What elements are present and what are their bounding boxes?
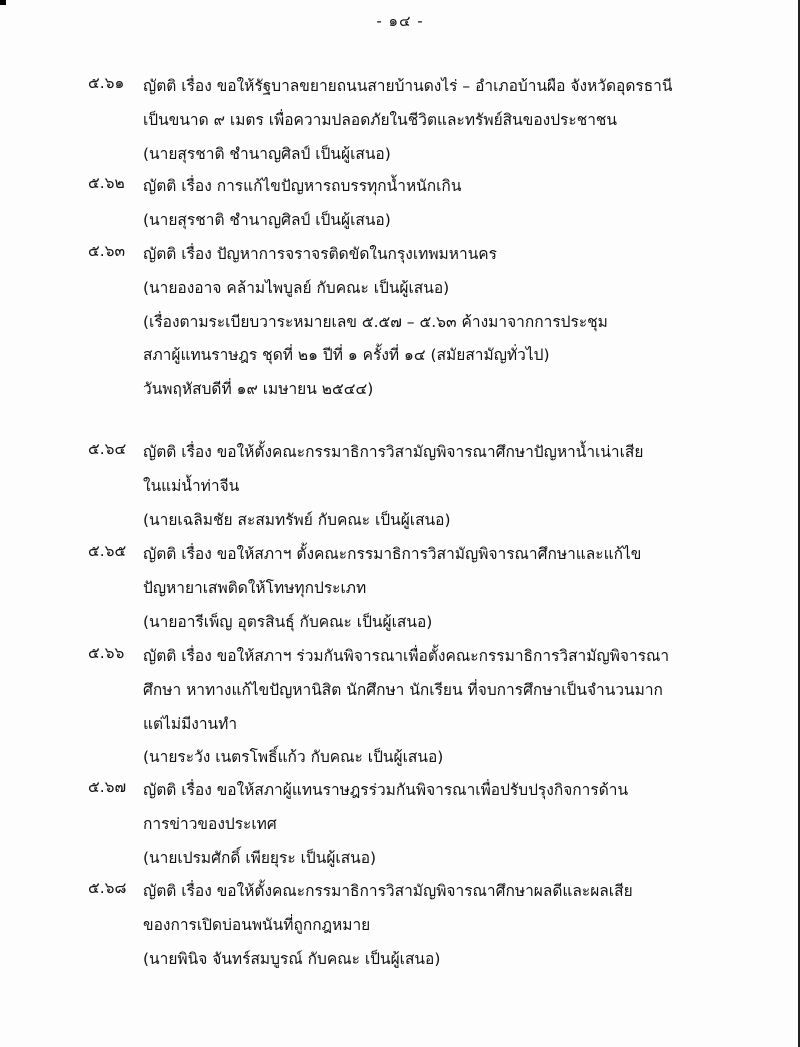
item-number: ๕.๖๗ (88, 778, 127, 796)
item-proposer: (นายเฉลิมชัย สะสมทรัพย์ กับคณะ เป็นผู้เสนอ) (143, 510, 451, 529)
item-number: ๕.๖๕ (88, 542, 127, 560)
agenda-item-5-65 (88, 538, 700, 639)
item-line: ญัตติ เรื่อง ขอให้รัฐบาลขยายถนนสายบ้านดงไร่ – อำเภอบ้านผือ จังหวัดอุดรธานี (143, 77, 673, 95)
item-line: ญัตติ เรื่อง ขอให้สภาผู้แทนราษฎรร่วมกันพิจารณาเพื่อปรับปรุงกิจการด้าน (143, 781, 629, 799)
item-line: ญัตติ เรื่อง ขอให้ตั้งคณะกรรมาธิการวิสามัญพิจารณาศึกษาผลดีและผลเสีย (143, 882, 633, 900)
item-proposer: (นายพินิจ จันทร์สมบูรณ์ กับคณะ เป็นผู้เสนอ) (143, 949, 441, 968)
item-line: ญัตติ เรื่อง ปัญหาการจราจรติดขัดในกรุงเทพมหานคร (143, 245, 497, 263)
item-proposer: (นายองอาจ คล้ามไพบูลย์ กับคณะ เป็นผู้เสนอ) (143, 278, 450, 297)
item-line: ญัตติ เรื่อง การแก้ไขปัญหารถบรรทุกน้ำหนักเกิน (143, 177, 462, 195)
item-proposer: (นายสุรชาติ ชำนาญศิลป์ เป็นผู้เสนอ) (143, 210, 391, 229)
item-number: ๕.๖๓ (88, 242, 126, 260)
agenda-item-5-61 (88, 70, 700, 171)
item-line: แต่ไม่มีงานทำ (143, 714, 238, 733)
agenda-item-5-63 (88, 238, 700, 407)
page-number: - ๑๔ - (376, 12, 424, 30)
agenda-item-5-66 (88, 640, 700, 775)
agenda-item-5-64 (88, 436, 700, 537)
agenda-item-5-68 (88, 875, 700, 976)
item-proposer: (นายระวัง เนตรโพธิ์แก้ว กับคณะ เป็นผู้เสนอ) (143, 748, 444, 767)
item-number: ๕.๖๒ (88, 174, 125, 192)
agenda-item-5-62 (88, 170, 700, 238)
item-number: ๕.๖๑ (88, 74, 125, 92)
item-line: ปัญหายาเสพติดให้โทษทุกประเภท (143, 578, 367, 597)
agenda-item-5-67 (88, 774, 700, 875)
item-note: วันพฤหัสบดีที่ ๑๙ เมษายน ๒๕๔๔) (143, 380, 374, 399)
item-line: ของการเปิดบ่อนพนันที่ถูกกฎหมาย (143, 915, 371, 934)
item-proposer: (นายอารีเพ็ญ อุตรสินธุ์ กับคณะ เป็นผู้เสนอ) (143, 612, 433, 631)
item-line: ในแม่น้ำท่าจีน (143, 476, 240, 495)
item-line: ญัตติ เรื่อง ขอให้สภาฯ ตั้งคณะกรรมาธิการวิสามัญพิจารณาศึกษาและแก้ไข (143, 545, 642, 563)
item-note: สภาผู้แทนราษฎร ชุดที่ ๒๑ ปีที่ ๑ ครั้งที่ ๑๔ (สมัยสามัญทั่วไป) (143, 346, 550, 365)
item-line: เป็นขนาด ๙ เมตร เพื่อความปลอดภัยในชีวิตและทรัพย์สินของประชาชน (143, 110, 618, 129)
item-line: ศึกษา หาทางแก้ไขปัญหานิสิต นักศึกษา นักเรียน ที่จบการศึกษาเป็นจำนวนมาก (143, 680, 663, 699)
item-note: (เรื่องตามระเบียบวาระหมายเลข ๕.๕๗ – ๕.๖๓ ค้างมาจากการประชุม (143, 312, 608, 331)
item-line: การข่าวของประเทศ (143, 814, 277, 833)
scan-corner-mark (0, 0, 6, 5)
item-proposer: (นายสุรชาติ ชำนาญศิลป์ เป็นผู้เสนอ) (143, 144, 391, 163)
item-number: ๕.๖๖ (88, 644, 125, 662)
item-number: ๕.๖๔ (88, 440, 127, 458)
item-proposer: (นายเปรมศักดิ์ เพียยุระ เป็นผู้เสนอ) (143, 848, 377, 867)
item-line: ญัตติ เรื่อง ขอให้สภาฯ ร่วมกันพิจารณาเพื่อตั้งคณะกรรมาธิการวิสามัญพิจารณา (143, 647, 670, 665)
item-number: ๕.๖๘ (88, 879, 127, 897)
item-line: ญัตติ เรื่อง ขอให้ตั้งคณะกรรมาธิการวิสามัญพิจารณาศึกษาปัญหาน้ำเน่าเสีย (143, 443, 644, 461)
